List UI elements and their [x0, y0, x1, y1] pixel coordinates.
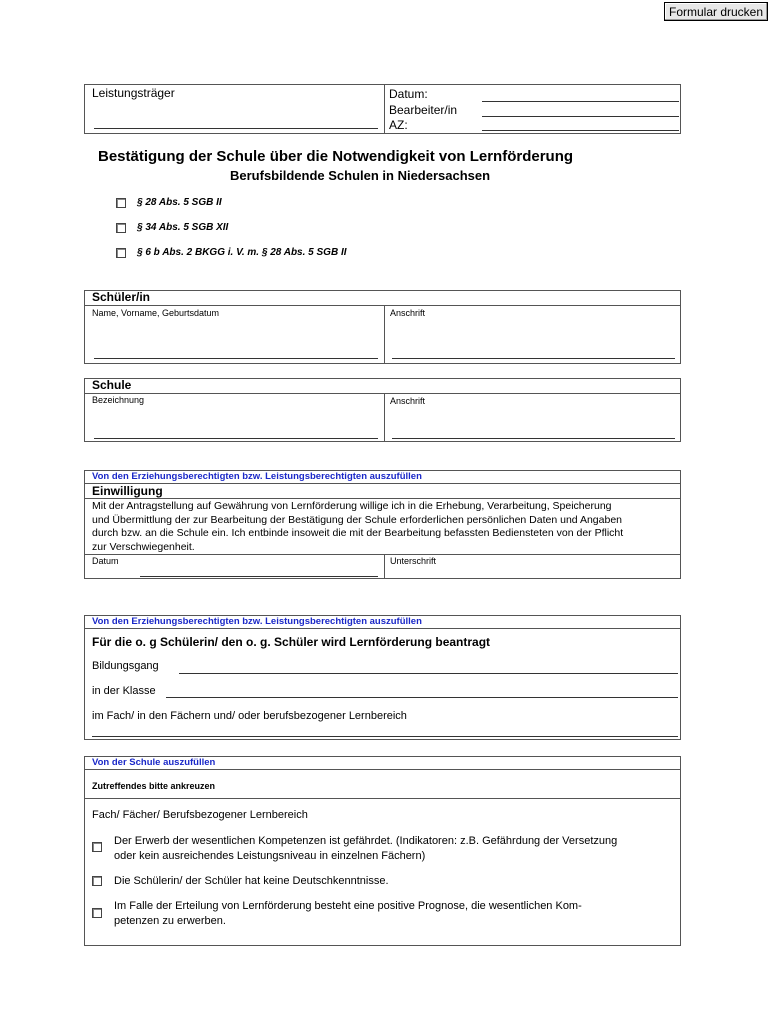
school-section-instruction-divider	[84, 798, 681, 799]
school-column-divider	[384, 393, 385, 442]
legal-option-label-1: § 28 Abs. 5 SGB II	[137, 197, 222, 208]
school-section-note: Von der Schule auszufüllen	[92, 757, 216, 768]
subject-field[interactable]	[92, 724, 678, 737]
consent-date-label: Datum	[92, 556, 119, 566]
page-title: Bestätigung der Schule über die Notwendigkeit von Lernförderung	[98, 148, 574, 165]
school-option-label-1a: Der Erwerb der wesentlichen Kompetenzen ist gefährdet. (Indikatoren: z.B. Gefährdung der Versetzung	[114, 835, 618, 847]
school-name-field[interactable]	[94, 420, 378, 439]
student-name-label: Name, Vorname, Geburtsdatum	[92, 308, 220, 318]
legal-option-checkbox-2[interactable]	[116, 223, 126, 233]
reference-label: AZ:	[389, 118, 408, 132]
student-address-label: Anschrift	[390, 308, 426, 318]
reference-field[interactable]	[482, 117, 679, 131]
school-section-note-divider	[84, 769, 681, 770]
print-form-button[interactable]: Formular drucken	[664, 2, 768, 21]
subject-label: im Fach/ in den Fächern und/ oder berufsbezogener Lernbereich	[92, 710, 407, 722]
legal-option-checkbox-1[interactable]	[116, 198, 126, 208]
student-heading-divider	[84, 305, 681, 306]
consent-note: Von den Erziehungsberechtigten bzw. Leistungsberechtigten auszufüllen	[92, 471, 422, 482]
student-address-field[interactable]	[392, 340, 675, 359]
consent-note-divider	[84, 483, 681, 484]
consent-text-line-1: Mit der Antragstellung auf Gewährung von Lernförderung willige ich in die Erhebung, Verarbeitung, Speicherung	[92, 500, 612, 512]
date-field[interactable]	[482, 88, 679, 102]
request-note-divider	[84, 628, 681, 629]
course-field[interactable]	[179, 660, 678, 674]
consent-column-divider	[384, 554, 385, 579]
header-divider	[384, 84, 385, 134]
request-heading: Für die o. g Schülerin/ den o. g. Schüler wird Lernförderung beantragt	[92, 635, 491, 649]
legal-option-label-3: § 6 b Abs. 2 BKGG i. V. m. § 28 Abs. 5 SGB II	[137, 247, 347, 258]
school-address-field[interactable]	[392, 420, 675, 439]
school-section-instruction: Zutreffendes bitte ankreuzen	[92, 781, 216, 791]
class-label: in der Klasse	[92, 685, 156, 697]
school-option-label-2: Die Schülerin/ der Schüler hat keine Deutschkenntnisse.	[114, 875, 389, 887]
legal-option-label-2: § 34 Abs. 5 SGB XII	[137, 222, 229, 233]
page-subtitle: Berufsbildende Schulen in Niedersachsen	[230, 168, 491, 183]
consent-text-line-2: und Übermittlung der zur Bearbeitung der Bestätigung der Schule erforderlichen persönlichen Daten und Angaben	[92, 513, 623, 526]
student-heading: Schüler/in	[92, 290, 151, 304]
school-option-label-3a: Im Falle der Erteilung von Lernförderung besteht eine positive Prognose, die wesentlichen Kom-	[114, 900, 582, 912]
student-column-divider	[384, 305, 385, 364]
request-note: Von den Erziehungsberechtigten bzw. Leistungsberechtigten auszufüllen	[92, 616, 422, 627]
provider-label: Leistungsträger	[92, 86, 175, 100]
school-address-label: Anschrift	[390, 396, 426, 406]
consent-heading: Einwilligung	[92, 484, 163, 498]
course-label: Bildungsgang	[92, 660, 159, 672]
school-option-label-3b: petenzen zu erwerben.	[114, 915, 226, 927]
school-name-label: Bezeichnung	[92, 395, 145, 405]
clerk-field[interactable]	[482, 103, 679, 117]
consent-text-line-4: zur Verschwiegenheit.	[92, 540, 195, 553]
school-heading: Schule	[92, 378, 132, 392]
school-section-subject-label: Fach/ Fächer/ Berufsbezogener Lernbereich	[92, 809, 308, 821]
school-heading-divider	[84, 393, 681, 394]
date-label: Datum:	[389, 87, 428, 101]
consent-signature-label: Unterschrift	[390, 556, 437, 566]
school-option-checkbox-2[interactable]	[92, 876, 102, 886]
consent-heading-divider	[84, 498, 681, 499]
consent-text-divider	[84, 554, 681, 555]
school-option-label-1b: oder kein ausreichendes Leistungsniveau in einzelnen Fächern)	[114, 850, 426, 862]
school-option-checkbox-1[interactable]	[92, 842, 102, 852]
student-name-field[interactable]	[94, 340, 378, 359]
class-field[interactable]	[166, 684, 678, 698]
consent-date-field[interactable]	[140, 562, 378, 577]
school-option-checkbox-3[interactable]	[92, 908, 102, 918]
provider-field[interactable]	[94, 114, 378, 129]
consent-text-line-3: durch bzw. an die Schule ein. Ich entbinde insoweit die mit der Bearbeitung befassten Bediensteten von der Pflicht	[92, 527, 624, 539]
legal-option-checkbox-3[interactable]	[116, 248, 126, 258]
clerk-label: Bearbeiter/in	[389, 103, 458, 117]
